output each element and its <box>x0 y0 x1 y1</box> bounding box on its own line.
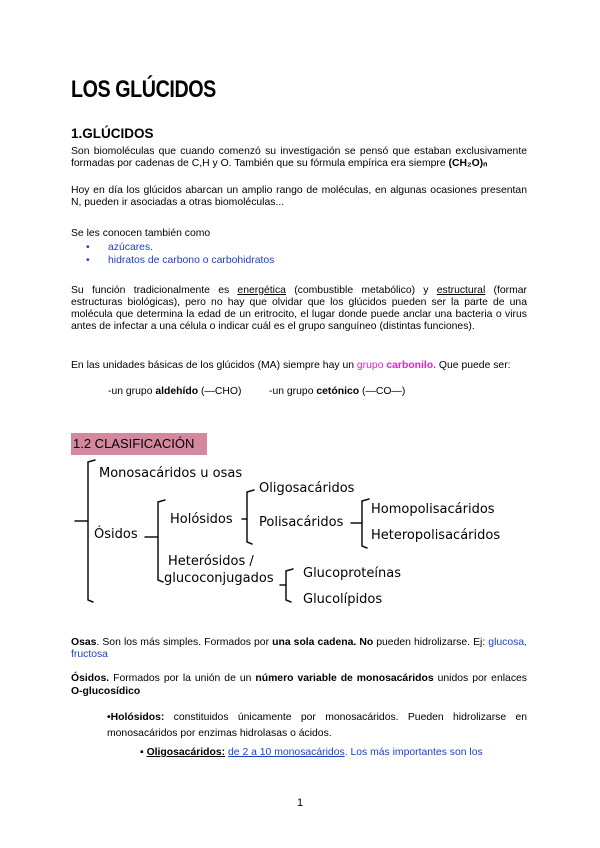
grupo-cetonico: -un grupo cetónico (—CO—) <box>269 386 406 397</box>
paragraph-intro: Son biomoléculas que cuando comenzó su investigación se pensó que estaban exclusivamente formadas por cadenas de C,H y O. También que su fórmula empírica era siempre (CH₂O)ₙ <box>71 146 527 169</box>
diagram-heterosidos: Heterósidos / <box>168 554 254 569</box>
paragraph-today: Hoy en día los glúcidos abarcan un amplio rango de moléculas, en algunas ocasiones presentan N, pueden ir asociadas a otras biomoléculas... <box>71 185 527 208</box>
page-title: LOS GLÚCIDOS <box>71 76 216 103</box>
diagram-polisacaridos: Polisacáridos <box>259 515 344 530</box>
paragraph-osas: Osas. Son los más simples. Formados por una sola cadena. No pueden hidrolizarse. Ej: glucosa, fructosa <box>71 637 527 660</box>
page-number: 1 <box>296 797 304 809</box>
paragraph-oligosacaridos: ▪ Oligosacáridos: de 2 a 10 monosacáridos. Los más importantes son los <box>140 747 483 758</box>
paragraph-osidos: Ósidos. Formados por la unión de un número variable de monosacáridos unidos por enlaces O-glucosídico <box>71 673 527 697</box>
energetica-term: energética <box>237 285 286 296</box>
section-heading-clasificacion: 1.2 CLASIFICACIÓN <box>71 433 207 455</box>
list-item: • hidratos de carbono o carbohidratos <box>86 255 274 268</box>
grupo-aldehido: -un grupo aldehído (—CHO) <box>108 386 242 397</box>
section-heading-glucidos: 1.GLÚCIDOS <box>71 126 154 141</box>
list-item: • azúcares. <box>86 242 274 255</box>
estructural-term: estructural <box>436 285 486 296</box>
carbonilo-term: carbonilo. <box>386 360 437 371</box>
oligo-link: de 2 a 10 monosacáridos <box>228 747 345 758</box>
diagram-monosacaridos: Monosacáridos u osas <box>99 466 243 481</box>
diagram-oligosacaridos: Oligosacáridos <box>259 481 355 496</box>
paragraph-carbonilo: En las unidades básicas de los glúcidos (MA) siempre hay un grupo carbonilo. Que puede ser: <box>71 360 511 371</box>
diagram-holosidos: Holósidos <box>170 512 233 527</box>
paragraph-holosidos: •Holósidos: constituidos únicamente por monosacáridos. Pueden hidrolizarse en monosacáridos por enzimas hidrolasas o ácidos. <box>107 712 528 739</box>
osas-examples: glucosa, fructosa <box>71 637 527 660</box>
diagram-glucoproteinas: Glucoproteínas <box>303 566 401 581</box>
diagram-osidos: Ósidos <box>94 527 138 542</box>
paragraph-also-known: Se les conocen también como <box>71 228 211 239</box>
diagram-heteropolisacaridos: Heteropolisacáridos <box>371 528 501 543</box>
diagram-glucoconjugados: glucoconjugados <box>164 571 274 586</box>
paragraph-function: Su función tradicionalmente es energética (combustible metabólico) y estructural (formar estructuras biológicas), pero no hay que olvidar que los glúcidos pueden ser la parte de una molécula que determina la edad de un eritrocito, el lugar donde puede anclar una bacteria o virus antes de infectar a una célula o indicar cuál es el grupo sanguíneo (distintas funciones). <box>71 285 527 332</box>
diagram-homopolisacaridos: Homopolisacáridos <box>371 502 495 517</box>
formula-ch2o: (CH₂O)ₙ <box>448 158 488 169</box>
diagram-glucolipidos: Glucolípidos <box>303 592 383 607</box>
